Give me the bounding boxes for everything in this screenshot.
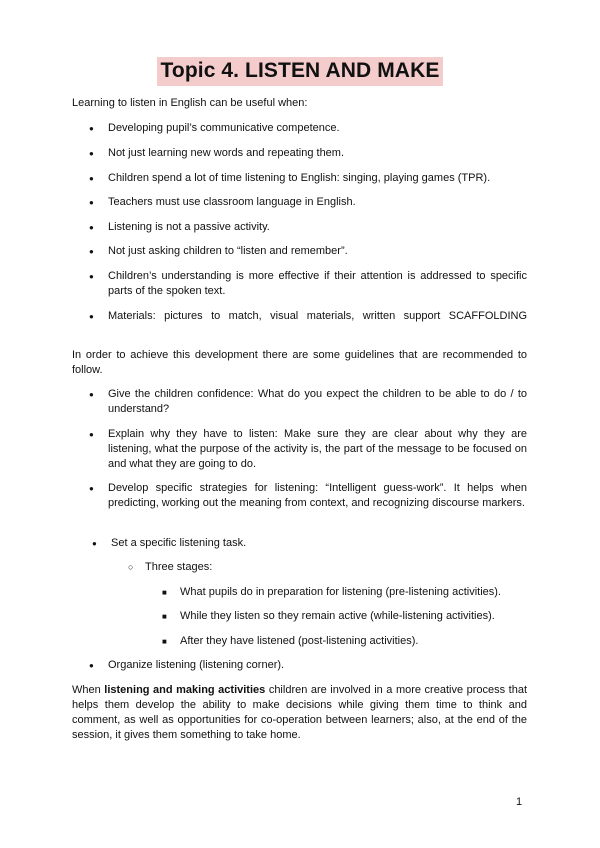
stage-item: ■ After they have listened (post-listening activities). xyxy=(180,634,525,649)
bullet-item: ● Not just learning new words and repeating them. xyxy=(108,146,527,161)
bullet-item: ● Not just asking children to “listen and remember”. xyxy=(108,244,527,259)
stage-item: ■ What pupils do in preparation for listening (pre-listening activities). xyxy=(180,585,525,600)
page-number: 1 xyxy=(516,796,523,808)
bullet-item: ● Teachers must use classroom language in English. xyxy=(108,195,527,210)
closing-paragraph xyxy=(72,683,527,743)
bullet-item: ● Children’s understanding is more effective if their attention is addressed to specific parts of the spoken text. xyxy=(108,269,527,299)
title-wrapper xyxy=(0,57,600,86)
bullet-item: ● Developing pupil’s communicative competence. xyxy=(108,121,527,136)
bullet-item: ● Materials: pictures to match, visual materials, written support SCAFFOLDING xyxy=(108,309,527,324)
guideline-item: ● Set a specific listening task. xyxy=(111,536,530,551)
guidelines-intro: In order to achieve this development there are some guidelines that are recommended to follow. xyxy=(72,349,527,376)
guideline-item: ● Develop specific strategies for listening: “Intelligent guess-work”. It helps when predicting, working out the meaning from context, and recognizing discourse markers. xyxy=(108,481,527,511)
stages-label: ○ Three stages: xyxy=(145,560,525,575)
bullet-item: ● Children spend a lot of time listening to English: singing, playing games (TPR). xyxy=(108,171,527,186)
page-title: Topic 4. LISTEN AND MAKE xyxy=(157,57,444,86)
intro-paragraph: Learning to listen in English can be useful when: xyxy=(72,97,308,109)
closing-text-end: children are involved in a more creative process that helps them develop the ability to make decisions while giving them time to think and comment, as well as opportunities for co-operation between learners; also, at the end of the session, it gives them something to take home. xyxy=(72,684,528,741)
final-bullet-item: ● Organize listening (listening corner). xyxy=(108,658,527,673)
closing-text-start: When xyxy=(72,684,105,696)
stage-item: ■ While they listen so they remain active (while-listening activities). xyxy=(180,609,525,624)
guideline-item: ● Give the children confidence: What do you expect the children to be able to do / to understand? xyxy=(108,387,527,417)
closing-bold-phrase: listening and making activities xyxy=(104,684,266,696)
guideline-item: ● Explain why they have to listen: Make sure they are clear about why they are listening, what the purpose of the activity is, the part of the message to be focused on and what they are going to do. xyxy=(108,427,527,472)
bullet-item: ● Listening is not a passive activity. xyxy=(108,220,527,235)
